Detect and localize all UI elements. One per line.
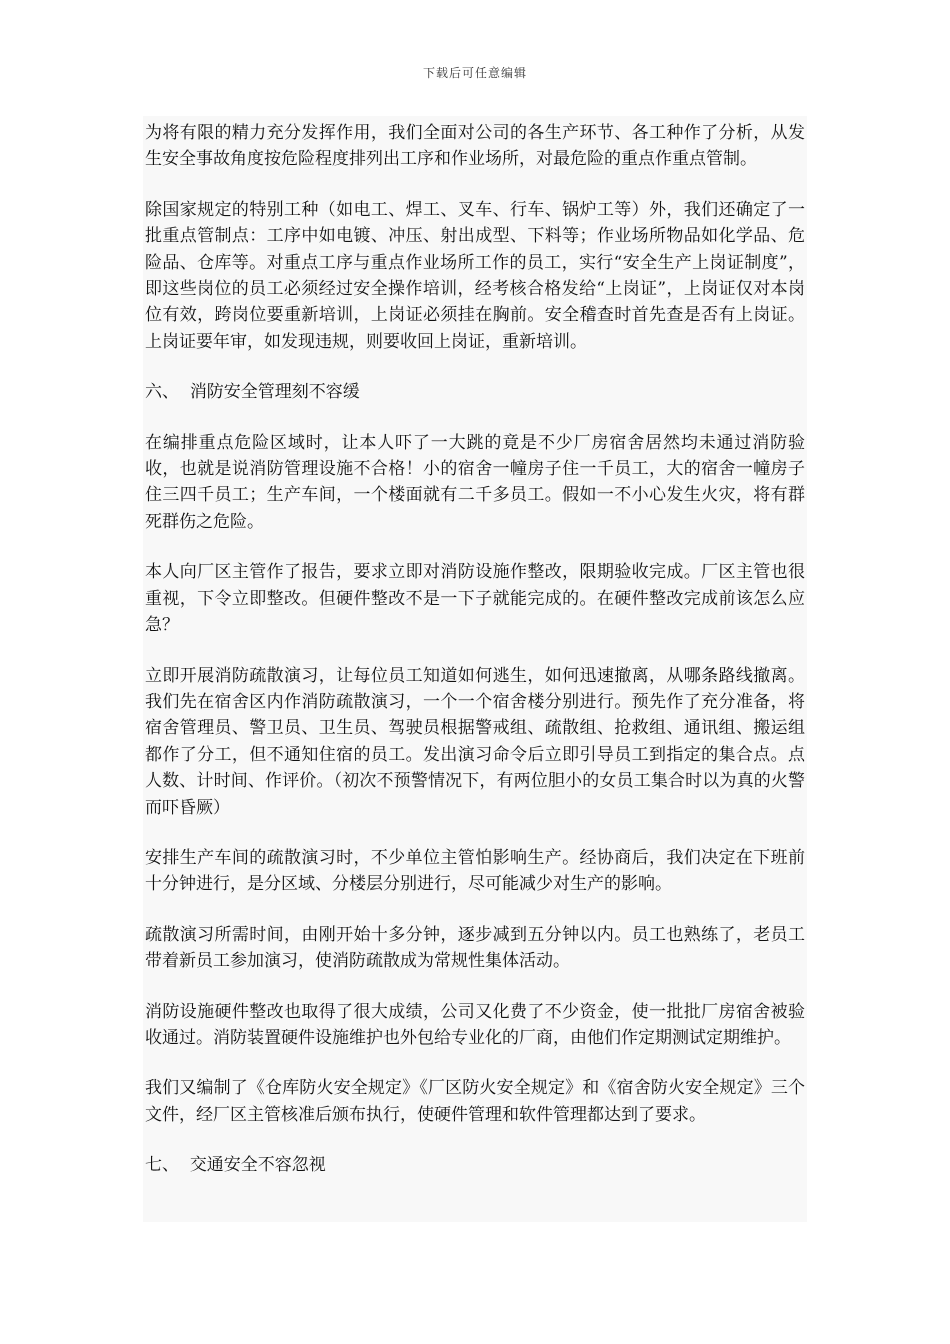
- page-header: 下载后可任意编辑: [422, 66, 527, 80]
- paragraph: 疏散演习所需时间，由刚开始十多分钟，逐步减到五分钟以内。员工也熟练了，老员工带着新员工参加演习，使消防疏散成为常规性集体活动。: [145, 924, 805, 972]
- paragraph: 在编排重点危险区域时，让本人吓了一大跳的竟是不少厂房宿舍居然均未通过消防验收，也就是说消防管理设施不合格！小的宿舍一幢房子住一千员工，大的宿舍一幢房子住三四千员工；生产车间，一个楼面就有二千多员工。假如一不小心发生火灾，将有群死群伤之危险。: [145, 432, 805, 532]
- paragraph: 立即开展消防疏散演习，让每位员工知道如何逃生，如何迅速撤离，从哪条路线撤离。我们先在宿舍区内作消防疏散演习，一个一个宿舍楼分别进行。预先作了充分准备，将宿舍管理员、警卫员、卫生员、驾驶员根据警戒组、疏散组、抢救组、通讯组、搬运组都作了分工，但不通知住宿的员工。发出演习命令后立即引导员工到指定的集合点。点人数、计时间、作评价。（初次不预警情况下，有两位胆小的女员工集合时以为真的火警而吓昏厥）: [145, 665, 805, 818]
- paragraph: 本人向厂区主管作了报告，要求立即对消防设施作整改，限期验收完成。厂区主管也很重视，下令立即整改。但硬件整改不是一下子就能完成的。在硬件整改完成前该怎么应急？: [145, 562, 805, 636]
- paragraph: 除国家规定的特别工种（如电工、焊工、叉车、行车、锅炉工等）外，我们还确定了一批重点管制点：工序中如电镀、冲压、射出成型、下料等；作业场所物品如化学品、危险品、仓库等。对重点工序与重点作业场所工作的员工，实行“安全生产上岗证制度”，即这些岗位的员工必须经过安全操作培训，经考核合格发给“上岗证”，上岗证仅对本岗位有效，跨岗位要重新培训，上岗证必须挂在胸前。安全稽查时首先查是否有上岗证。上岗证要年审，如发现违规，则要收回上岗证，重新培训。: [145, 199, 805, 352]
- section-title: 交通安全不容忽视: [189, 1155, 326, 1176]
- section-number: 七、: [145, 1155, 179, 1176]
- section-heading: [145, 1152, 805, 1178]
- paragraph: 我们又编制了《仓库防火安全规定》《厂区防火安全规定》和《宿舍防火安全规定》三个文件，经厂区主管核准后颁布执行，使硬件管理和软件管理都达到了要求。: [145, 1078, 805, 1125]
- document-body: [145, 120, 805, 1203]
- paragraph: 安排生产车间的疏散演习时，不少单位主管怕影响生产。经协商后，我们决定在下班前十分钟进行，是分区域、分楼层分别进行，尽可能减少对生产的影响。: [145, 847, 805, 895]
- paragraph: 消防设施硬件整改也取得了很大成绩，公司又化费了不少资金，使一批批厂房宿舍被验收通过。消防装置硬件设施维护也外包给专业化的厂商，由他们作定期测试定期维护。: [145, 1001, 805, 1048]
- section-number: 六、: [145, 382, 179, 403]
- section-title: 消防安全管理刻不容缓: [189, 382, 360, 403]
- section-heading: [145, 379, 805, 405]
- paragraph: 为将有限的精力充分发挥作用，我们全面对公司的各生产环节、各工种作了分析，从发生安全事故角度按危险程度排列出工序和作业场所，对最危险的重点作重点管制。: [145, 123, 805, 170]
